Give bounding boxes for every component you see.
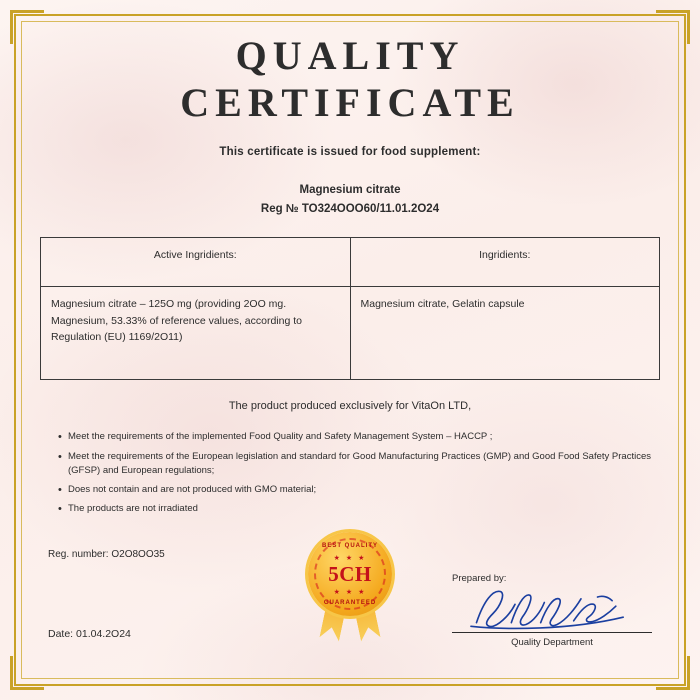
document-reg-number: Reg. number: O2O8OO35 [48, 548, 165, 560]
prepared-by-label: Prepared by: [452, 573, 507, 584]
corner-ornament-bottom-right [656, 656, 690, 690]
column-header-ingredients: Ingridients: [350, 238, 660, 287]
signature-line [452, 632, 652, 633]
list-item: • Meet the requirements of the implemented Food Quality and Safety Management System – HACCP ; [58, 430, 660, 444]
issue-date: Date: 01.04.2O24 [48, 628, 131, 640]
table-row [41, 287, 660, 380]
list-item: • Meet the requirements of the European legislation and standard for Good Manufacturing Practices (GMP) and Good Food Safety Practices (GFSP) and European regulations; [58, 450, 660, 479]
signature-department: Quality Department [511, 637, 593, 648]
seal-bottom-text: GUARANTEED [323, 600, 377, 606]
signature-icon [460, 586, 643, 630]
certificate-content [40, 30, 660, 670]
title-line-certificate: CERTIFICATE [180, 80, 520, 126]
corner-ornament-top-left [10, 10, 44, 44]
list-item: • Does not contain and are not produced with GMO material; [58, 483, 660, 497]
seal-top-text: BEST QUALITY [321, 543, 378, 549]
corner-ornament-top-right [656, 10, 690, 44]
seal-disc-icon [308, 532, 392, 616]
column-header-active-ingredients: Active Ingridients: [41, 238, 351, 287]
certificate-subtitle: This certificate is issued for food supplement: [219, 146, 481, 159]
corner-ornament-bottom-left [10, 656, 44, 690]
seal-stars-bottom: ★ ★ ★ [333, 589, 367, 596]
seal-stars-top: ★ ★ ★ [333, 555, 367, 562]
title-line-quality: QUALITY [235, 33, 465, 78]
product-name: Magnesium citrate [299, 184, 401, 197]
list-item: • The products are not irradiated [58, 502, 660, 516]
certificate-title [40, 34, 660, 124]
cell-ingredients: Magnesium citrate, Gelatin capsule [350, 287, 660, 380]
certificate-footer [40, 532, 660, 662]
quality-seal-badge [302, 532, 398, 644]
signature-block [452, 573, 652, 648]
requirements-list [40, 430, 660, 516]
registration-number: Reg № TO324OOO60/11.01.2O24 [260, 203, 440, 216]
cell-active-ingredients: Magnesium citrate – 125O mg (providing 2OO mg. Magnesium, 53.33% of reference values, according to Regulation (EU) 1169/2O11) [41, 287, 351, 380]
seal-main-text: 5CH [328, 562, 372, 586]
exclusive-producer-line: The product produced exclusively for VitaOn LTD, [228, 400, 472, 413]
ingredients-table [40, 237, 660, 380]
table-header-row [41, 238, 660, 287]
